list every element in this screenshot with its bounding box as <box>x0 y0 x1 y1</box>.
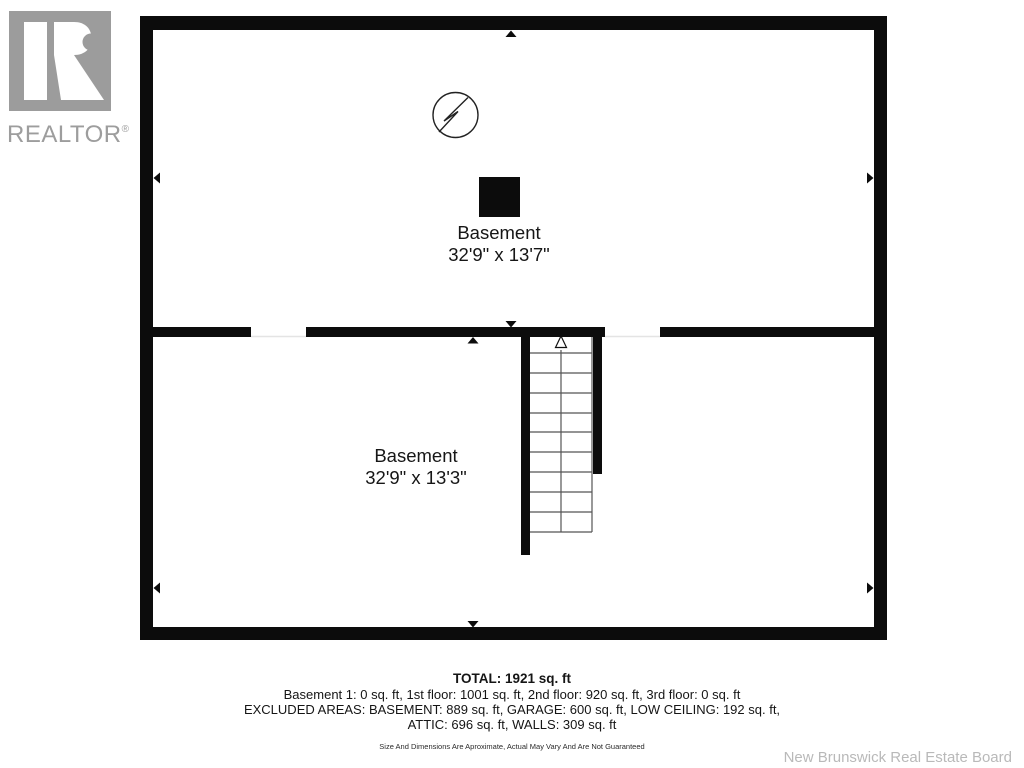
arrow-down-icon <box>468 621 479 628</box>
area-summary <box>0 671 1024 732</box>
excluded-areas-text-2: ATTIC: 696 sq. ft, WALLS: 309 sq. ft <box>407 716 617 732</box>
floor-areas-text: Basement 1: 0 sq. ft, 1st floor: 1001 sq. ft, 2nd floor: 920 sq. ft, 3rd floor: 0 sq. ft <box>283 686 741 702</box>
total-area-text: TOTAL: 1921 sq. ft <box>452 671 572 686</box>
arrow-up-icon <box>506 31 517 38</box>
arrow-up-icon <box>468 337 479 344</box>
board-credit-text: New Brunswick Real Estate Board <box>783 749 1012 766</box>
excluded-areas-text: EXCLUDED AREAS: BASEMENT: 889 sq. ft, GARAGE: 600 sq. ft, LOW CEILING: 192 sq. ft, <box>243 701 781 717</box>
middle-wall <box>147 327 874 337</box>
arrow-right-icon <box>867 583 874 594</box>
stair-wall-left <box>521 330 530 555</box>
stairs-up-arrow-icon <box>556 336 567 348</box>
chimney <box>479 177 520 217</box>
room-name: Basement <box>457 222 541 243</box>
room-label-upper <box>389 222 609 265</box>
realtor-logo-text: REALTOR® <box>7 121 130 148</box>
room-dimensions: 32'9" x 13'3" <box>365 466 467 488</box>
arrow-left-icon <box>154 583 161 594</box>
room-label-lower <box>306 445 526 488</box>
staircase <box>530 337 592 532</box>
room-name: Basement <box>374 445 458 466</box>
stair-wall-right <box>593 330 602 474</box>
arrow-left-icon <box>154 173 161 184</box>
arrow-down-icon <box>506 321 517 328</box>
arrow-right-icon <box>867 173 874 184</box>
registered-mark: ® <box>121 124 130 135</box>
room-dimensions: 32'9" x 13'7" <box>448 243 550 265</box>
disclaimer-text: Size And Dimensions Are Aproximate, Actual May Vary And Are Not Guaranteed <box>379 742 645 751</box>
electrical-symbol-icon <box>433 93 478 138</box>
